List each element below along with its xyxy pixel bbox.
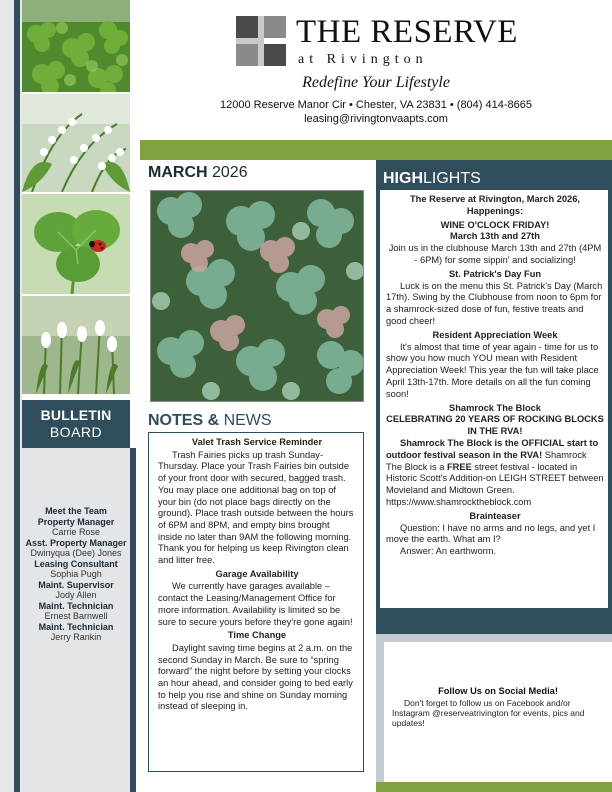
notes-title-bold: NOTES &	[148, 412, 220, 429]
highlights-content	[386, 194, 604, 558]
shamrock-subheading: CELEBRATING 20 YEARS OF ROCKING BLOCKS IN THE RVA!	[386, 414, 604, 437]
left-bottom-stripe	[130, 448, 136, 792]
team-name: Dwinyqua (Dee) Jones	[30, 548, 122, 558]
logo-icon	[236, 16, 286, 66]
shamrock-bold-text: Shamrock The Block is the OFFICIAL start to outdoor festival season in the RVA!	[386, 437, 599, 460]
stpat-heading: St. Patrick's Day Fun	[448, 268, 542, 279]
team-role: Maint. Technician	[38, 600, 114, 611]
team-name: Jody Allen	[55, 590, 97, 600]
shamrock-url-link[interactable]: https://www.shamrocktheblock.com	[386, 496, 532, 507]
shamrock-heading: Shamrock The Block	[449, 402, 541, 413]
team-heading: Meet the Team	[45, 506, 107, 516]
notes-content	[158, 437, 356, 715]
highlights-title	[383, 170, 481, 188]
team-role: Maint. Technician	[38, 621, 114, 632]
notes-title-rest: NEWS	[219, 412, 272, 429]
notes-body-trash: Trash Fairies picks up trash Sunday-Thursday. Place your Trash Fairies bin outside of your front door with secured, bagged trash. You may place one additional bag on top of your bin (do not place bags directly on the ground). Place trash outside between the hours of 6PM and 8PM, and empty bins brought inside no later than 9AM the following morning. Thank you for helping us keep Rivington clean and litter free.	[158, 449, 354, 566]
brainteaser-heading: Brainteaser	[469, 510, 521, 521]
lily-photo	[22, 94, 130, 192]
shamrock-free: FREE	[446, 461, 472, 472]
stpat-body: Luck is on the menu this St. Patrick's Day (March 17th). Swing by the Clubhouse from noon to 6pm for a shamrock-sized dose of fun, festive treats and good cheer!	[386, 280, 603, 326]
bulletin-board-banner	[22, 400, 130, 448]
highlights-title-bold: HIGH	[383, 170, 423, 187]
clover-photo	[22, 0, 130, 92]
team-role: Property Manager	[37, 516, 115, 527]
wine-body: Join us in the clubhouse March 13th and 27th (4PM - 6PM) for some sippin' and socializing!	[388, 243, 602, 265]
team-name: Carrie Rose	[51, 527, 100, 537]
shamrock-text-1: Shamrock The Block is a	[386, 449, 587, 472]
highlights-intro: The Reserve at Rivington, March 2026, Happenings:	[410, 194, 580, 216]
team-list	[22, 506, 130, 643]
shamrock-body	[386, 438, 604, 497]
notes-heading-garage: Garage Availability	[215, 568, 299, 579]
notes-heading-trash: Valet Trash Service Reminder	[191, 437, 323, 447]
team-role: Asst. Property Manager	[25, 537, 127, 548]
month-name: MARCH	[148, 164, 208, 181]
brainteaser-answer: Answer: An earthworm.	[400, 546, 497, 557]
footer-green-bar	[376, 782, 612, 792]
shamrock-text-2: street festival - located in Historic Scott's Addition-on LEIGH STREET between Movieland and Midtown Green.	[386, 461, 604, 496]
team-role: Leasing Consultant	[34, 558, 118, 569]
wine-date: March 13th and 27th	[450, 231, 540, 242]
snowdrop-photo	[22, 296, 130, 394]
email-link[interactable]: leasing@rivingtonvaapts.com	[304, 113, 448, 125]
notes-news-title	[148, 412, 272, 430]
ladybug-photo	[22, 194, 130, 294]
team-name: Sophia Pugh	[50, 569, 102, 579]
left-edge-stripe	[14, 0, 20, 792]
resident-body: It's almost that time of year again - time for us to show you how much YOU mean with Resident Appreciation Week! This year the fun will take place April 13th-17th. More details on all the fun coming soon!	[386, 341, 599, 399]
notes-body-garage: We currently have garages available – contact the Leasing/Management Office for more information. Availability is limited so be sure to secure yours before they're gone again!	[158, 581, 353, 627]
month-year: 2026	[207, 164, 248, 181]
bulletin-word: BULLETIN	[40, 407, 112, 423]
left-sidebar	[0, 0, 140, 792]
header-green-bar	[140, 140, 612, 160]
team-name: Jerry Rankin	[50, 632, 102, 642]
notes-heading-time: Time Change	[227, 630, 287, 641]
team-name: Ernest Barnwell	[44, 611, 108, 621]
shamrock-photo	[150, 190, 364, 402]
month-title	[148, 164, 248, 182]
team-panel	[22, 448, 130, 792]
notes-body-time: Daylight saving time begins at 2 a.m. on the second Sunday in March. Be sure to “spring forward” the night before by setting your clocks an hour ahead, and consider going to bed early to help you rise and shine on Sunday morning instead of sleeping in.	[158, 642, 353, 712]
social-body: Don't forget to follow us on Facebook and/or Instagram @reserveatrivington for events, pics and updates!	[392, 698, 585, 728]
logo-subtitle: at Rivington	[298, 52, 428, 67]
board-word: BOARD	[49, 424, 103, 440]
wine-heading: WINE O'CLOCK FRIDAY!	[440, 219, 550, 230]
team-role: Maint. Supervisor	[38, 579, 114, 590]
left-edge-bar	[0, 0, 22, 792]
social-title: Follow Us on Social Media!	[438, 686, 558, 696]
resident-heading: Resident Appreciation Week	[432, 329, 558, 340]
address-line: 12000 Reserve Manor Cir • Chester, VA 23831 • (804) 414-8665	[219, 99, 532, 111]
brainteaser-question: Question: I have no arms and no legs, and yet I move the earth. What am I?	[386, 522, 596, 545]
logo-title: THE RESERVE	[296, 14, 518, 50]
tagline: Redefine Your Lifestyle	[302, 74, 450, 91]
highlights-title-rest: LIGHTS	[423, 170, 481, 187]
